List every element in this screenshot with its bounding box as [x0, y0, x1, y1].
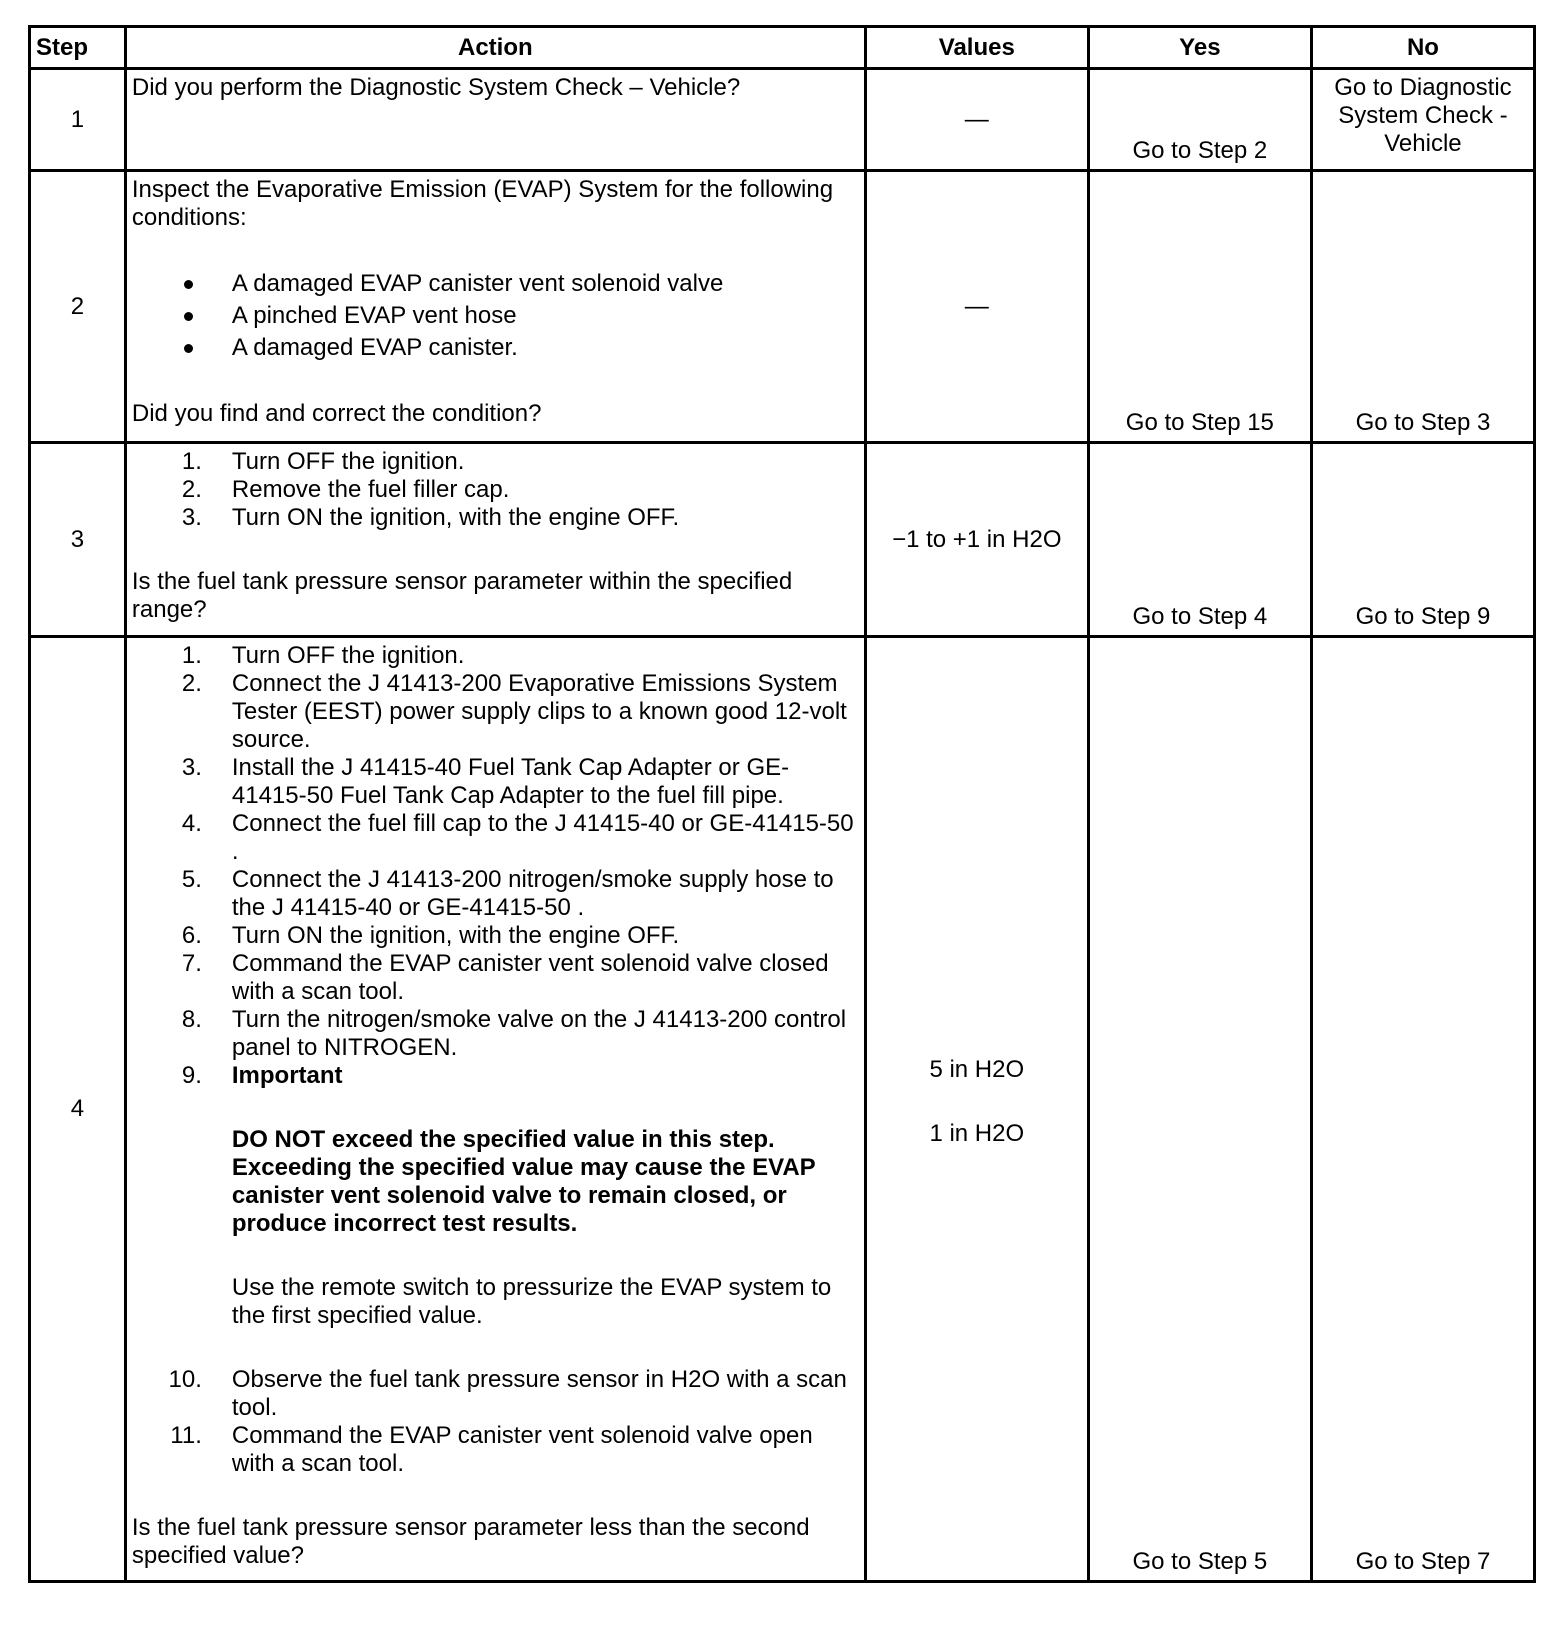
values-cell: — [865, 171, 1088, 443]
diagnostic-table [28, 25, 1536, 1583]
action-cell [125, 69, 865, 171]
step-number: 2 [30, 171, 126, 443]
values-cell [865, 637, 1088, 1582]
list-item [132, 504, 860, 532]
action-question: Did you find and correct the condition? [131, 400, 542, 427]
table-row [30, 637, 1535, 1582]
step-number: 1 [30, 69, 126, 171]
header-row [30, 27, 1535, 69]
step-text: Use the remote switch to pressurize the EVAP system to the first specified value. [231, 1274, 832, 1329]
step-text: Turn OFF the ignition. [231, 448, 465, 475]
no-cell: Go to Step 7 [1311, 637, 1534, 1582]
spacer [232, 1090, 860, 1126]
step-index: 1. [181, 642, 202, 669]
header-step: Step [30, 27, 126, 69]
action-intro: Inspect the Evaporative Emission (EVAP) System for the following conditions: [131, 176, 834, 231]
list-item [132, 642, 860, 670]
list-item: A damaged EVAP canister vent solenoid valve [132, 268, 860, 300]
header-action: Action [125, 27, 865, 69]
list-item [132, 1062, 860, 1366]
table-row [30, 443, 1535, 637]
header-yes: Yes [1088, 27, 1311, 69]
step-index: 2. [181, 476, 202, 503]
no-cell: Go to Step 9 [1311, 443, 1534, 637]
procedure-list [132, 448, 860, 532]
important-text: DO NOT exceed the specified value in this step. Exceeding the specified value may cause the EVAP canister vent solenoid valve to remain closed, or produce incorrect test results. [231, 1126, 816, 1237]
list-item [132, 476, 860, 504]
action-question: Is the fuel tank pressure sensor parameter within the specified range? [131, 568, 793, 623]
step-index: 3. [181, 754, 202, 781]
list-item [132, 670, 860, 754]
action-cell [125, 637, 865, 1582]
step-text: Command the EVAP canister vent solenoid valve closed with a scan tool. [231, 950, 829, 1005]
value-second: 1 in H2O [929, 1120, 1025, 1147]
step-text: Observe the fuel tank pressure sensor in H2O with a scan tool. [231, 1366, 847, 1421]
action-cell [125, 443, 865, 637]
spacer [132, 232, 860, 268]
action-question: Is the fuel tank pressure sensor parameter less than the second specified value? [131, 1514, 810, 1569]
step-index: 7. [181, 950, 202, 977]
list-item [132, 922, 860, 950]
step-text: Connect the fuel fill cap to the J 41415-40 or GE-41415-50 . [231, 810, 854, 865]
table-row [30, 171, 1535, 443]
values-cell: — [865, 69, 1088, 171]
list-item: A pinched EVAP vent hose [132, 300, 860, 332]
condition-list [132, 268, 860, 364]
spacer [132, 532, 860, 568]
step-text: Install the J 41415-40 Fuel Tank Cap Adapter or GE-41415-50 Fuel Tank Cap Adapter to the fuel fill pipe. [231, 754, 790, 809]
step-index: 1. [181, 448, 202, 475]
list-item [132, 448, 860, 476]
step-index: 9. [181, 1062, 202, 1089]
step-text: Command the EVAP canister vent solenoid valve open with a scan tool. [231, 1422, 813, 1477]
list-item [132, 1422, 860, 1478]
step-number: 4 [30, 637, 126, 1582]
step-text: Connect the J 41413-200 nitrogen/smoke supply hose to the J 41415-40 or GE-41415-50 . [231, 866, 834, 921]
step-index: 10. [168, 1366, 202, 1393]
step-index: 5. [181, 866, 202, 893]
list-item [132, 950, 860, 1006]
step-text: Turn ON the ignition, with the engine OFF. [231, 922, 680, 949]
header-values: Values [865, 27, 1088, 69]
step-index: 2. [181, 670, 202, 697]
step-index: 4. [181, 810, 202, 837]
list-item [132, 754, 860, 810]
procedure-list [132, 642, 860, 1478]
action-cell [125, 171, 865, 443]
no-cell: Go to Step 3 [1311, 171, 1534, 443]
table-row [30, 69, 1535, 171]
yes-cell: Go to Step 4 [1088, 443, 1311, 637]
spacer [232, 1238, 860, 1274]
spacer [132, 364, 860, 400]
value-first: 5 in H2O [929, 1056, 1025, 1083]
yes-cell: Go to Step 15 [1088, 171, 1311, 443]
spacer [132, 1478, 860, 1514]
values-stack [867, 638, 1087, 1184]
list-item [132, 866, 860, 922]
list-item [132, 1366, 860, 1422]
step-index: 8. [181, 1006, 202, 1033]
list-item [132, 810, 860, 866]
step-text: Turn OFF the ignition. [231, 642, 465, 669]
list-item [132, 1006, 860, 1062]
action-text: Did you perform the Diagnostic System Check – Vehicle? [131, 74, 741, 101]
yes-cell: Go to Step 2 [1088, 69, 1311, 171]
step-text: Turn the nitrogen/smoke valve on the J 41413-200 control panel to NITROGEN. [231, 1006, 847, 1061]
step-text: Remove the fuel filler cap. [231, 476, 510, 503]
step-text: Turn ON the ignition, with the engine OFF. [231, 504, 680, 531]
header-no: No [1311, 27, 1534, 69]
no-cell: Go to Diagnostic System Check - Vehicle [1311, 69, 1534, 171]
step-text: Connect the J 41413-200 Evaporative Emissions System Tester (EEST) power supply clips to a known good 12-volt source. [231, 670, 847, 753]
spacer [232, 1330, 860, 1366]
important-label: Important [231, 1062, 343, 1089]
yes-cell: Go to Step 5 [1088, 637, 1311, 1582]
values-cell: −1 to +1 in H2O [865, 443, 1088, 637]
step-number: 3 [30, 443, 126, 637]
step-index: 11. [170, 1422, 202, 1449]
list-item: A damaged EVAP canister. [132, 332, 860, 364]
step-index: 6. [181, 922, 202, 949]
step-index: 3. [181, 504, 202, 531]
